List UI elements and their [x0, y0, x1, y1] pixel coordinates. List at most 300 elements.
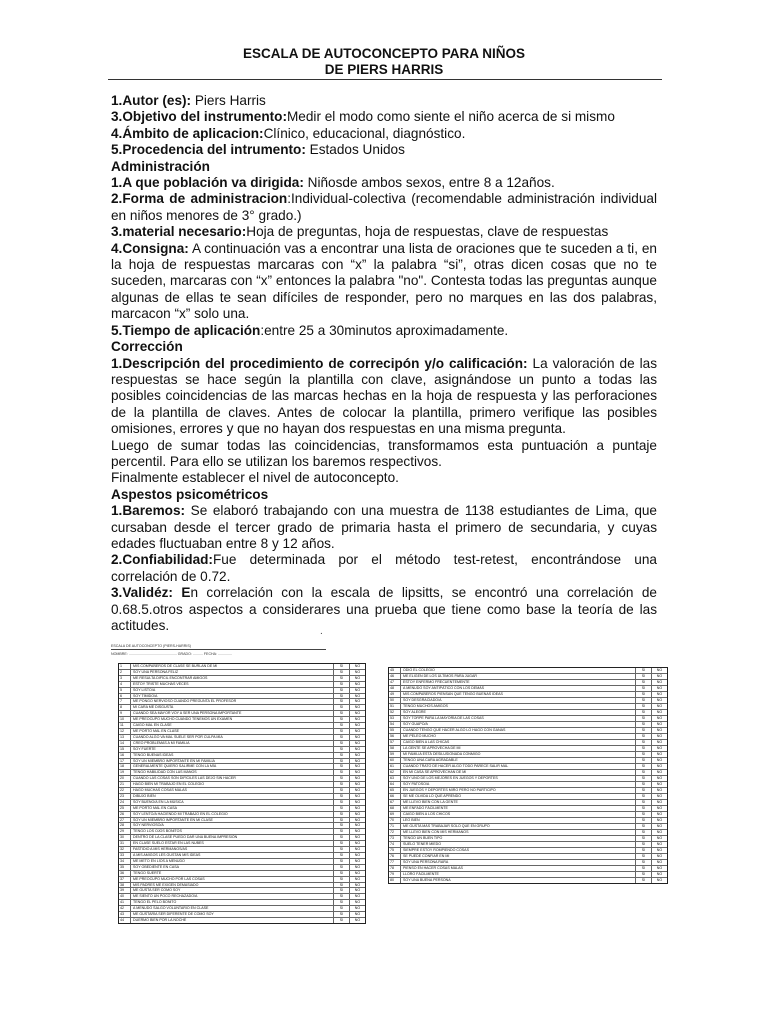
autor-paragraph — [111, 93, 657, 109]
item-number: 38 — [119, 883, 131, 888]
item-number: 29 — [119, 829, 131, 834]
no-option[interactable]: NO — [354, 705, 361, 710]
item-text: MI FAMILIA ESTÁ DESILUSIONADA CONMIGO — [401, 752, 636, 757]
item-text: SOY UNA BUENA PERSONA — [401, 878, 636, 883]
no-option[interactable]: NO — [656, 746, 663, 750]
item-number: 78 — [389, 866, 401, 871]
no-option[interactable]: NO — [354, 799, 361, 804]
si-option[interactable]: SI — [334, 806, 350, 811]
no-option[interactable]: NO — [354, 900, 361, 905]
no-option[interactable]: NO — [354, 882, 361, 887]
item-text: SOY UN MIEMBRO IMPORTANTE EN MI CLASE — [131, 818, 334, 823]
si-option[interactable]: SI — [636, 836, 652, 841]
no-option[interactable]: NO — [354, 764, 361, 769]
item-number: 46 — [389, 674, 401, 679]
no-option[interactable]: NO — [656, 704, 663, 708]
forma-paragraph — [111, 191, 657, 224]
si-option[interactable]: SI — [636, 866, 652, 871]
si-option[interactable]: SI — [636, 698, 652, 703]
si-option[interactable]: SI — [636, 734, 652, 739]
no-option[interactable]: NO — [656, 674, 663, 678]
item-number: 80 — [389, 878, 401, 883]
no-option[interactable]: NO — [354, 782, 361, 787]
item-number: 67 — [389, 800, 401, 805]
si-option[interactable]: SI — [636, 674, 652, 679]
objetivo-label: 3.Objetivo del instrumento: — [111, 109, 287, 125]
item-text: SIEMPRE ESTOY ROMPIENDO COSAS — [401, 848, 636, 853]
si-option[interactable]: SI — [636, 776, 652, 781]
no-option[interactable]: NO — [656, 716, 663, 720]
no-option[interactable]: NO — [354, 664, 361, 668]
no-option[interactable]: NO — [656, 836, 663, 840]
item-number: 56 — [389, 734, 401, 739]
si-option[interactable]: SI — [334, 818, 350, 823]
validez-value: n correlación con la escala de lipsitts, se encontró una correlación de 0.68.5.otros aspectos a considerares una prueba que tiene como base la teoría de las actitudes. — [111, 585, 657, 633]
autor-value: Piers Harris — [191, 93, 266, 108]
item-text: DENTRO DE LA CLASE PUEDO DAR UNA BUENA IMPRESIÓN — [131, 835, 334, 840]
si-option[interactable]: SI — [334, 735, 350, 740]
no-option[interactable]: NO — [656, 866, 663, 870]
no-option[interactable]: NO — [656, 698, 663, 702]
si-option[interactable]: SI — [334, 717, 350, 722]
no-option[interactable]: NO — [354, 917, 361, 922]
si-option[interactable]: SI — [636, 716, 652, 721]
item-number: 17 — [119, 759, 131, 764]
no-option[interactable]: NO — [656, 788, 663, 792]
item-number: 26 — [119, 812, 131, 817]
item-number: 42 — [119, 906, 131, 911]
title-divider — [108, 79, 662, 80]
si-option[interactable]: SI — [334, 829, 350, 834]
item-text: EN CLASE SUELO ESTAR EN LAS NUBES — [131, 841, 334, 846]
item-number: 33 — [119, 853, 131, 858]
item-text: CUANDO TRATO DE HACER ALGO TODO PARECE SALIR MAL — [401, 764, 636, 769]
item-text: SOY PATOSO/A — [401, 782, 636, 787]
item-number: 1 — [119, 664, 131, 669]
ambito-value: Clínico, educacional, diagnóstico. — [263, 125, 466, 141]
no-option[interactable]: NO — [656, 686, 663, 690]
item-number: 12 — [119, 729, 131, 734]
no-option[interactable]: NO — [656, 806, 663, 810]
no-option[interactable]: NO — [656, 770, 663, 774]
no-option[interactable]: NO — [354, 693, 361, 698]
si-option[interactable]: SI — [636, 872, 652, 877]
item-number: 3 — [119, 676, 131, 681]
no-option[interactable]: NO — [354, 823, 361, 828]
si-option[interactable]: SI — [334, 794, 350, 799]
no-option[interactable]: NO — [354, 906, 361, 911]
item-text: GENERALMENTE QUIERO SALIRME CON LA MÍA — [131, 764, 334, 769]
no-option[interactable]: NO — [656, 812, 663, 816]
validez-paragraph — [111, 585, 657, 634]
no-option[interactable]: NO — [354, 740, 361, 745]
no-option[interactable]: NO — [354, 870, 361, 875]
item-number: 11 — [119, 723, 131, 728]
si-option[interactable]: SI — [636, 848, 652, 853]
si-option[interactable]: SI — [334, 871, 350, 876]
si-option[interactable]: SI — [334, 906, 350, 911]
item-text: TENGO LOS OJOS BONITOS — [131, 829, 334, 834]
item-text: LLORO FÁCILMENTE — [401, 872, 636, 877]
si-option[interactable]: SI — [636, 740, 652, 745]
si-option[interactable]: SI — [334, 883, 350, 888]
no-option[interactable]: NO — [354, 858, 361, 863]
item-number: 71 — [389, 824, 401, 829]
no-option[interactable]: NO — [656, 776, 663, 780]
si-option[interactable]: SI — [334, 912, 350, 917]
si-option[interactable]: SI — [334, 688, 350, 693]
si-option[interactable]: SI — [334, 741, 350, 746]
correccion-heading: Corrección — [111, 339, 183, 355]
no-option[interactable]: NO — [354, 717, 361, 722]
item-number: 60 — [389, 758, 401, 763]
no-option[interactable]: NO — [354, 894, 361, 899]
item-text: ME SIENTO UN POCO RECHAZADO/A — [131, 894, 334, 899]
item-number: 59 — [389, 752, 401, 757]
item-text: EN MI CASA SE APROVECHAN DE MI — [401, 770, 636, 775]
no-option[interactable]: NO — [656, 878, 663, 882]
no-option[interactable]: NO — [354, 699, 361, 704]
answer-sheet-name-line: NOMBRE: ................................................ GRADO: .......... FECHA: .............. — [111, 652, 233, 656]
si-option[interactable]: SI — [636, 812, 652, 817]
item-text: CUANDO SEA MAYOR VOY A SER UNA PERSONA IMPORTANTE — [131, 711, 334, 716]
no-option[interactable]: NO — [656, 860, 663, 864]
item-number: 50 — [389, 698, 401, 703]
item-number: 15 — [119, 747, 131, 752]
objetivo-value: Medir el modo como siente el niño acerca de si mismo — [286, 109, 615, 125]
si-option[interactable]: SI — [636, 746, 652, 751]
si-option[interactable]: SI — [334, 759, 350, 764]
autor-label: 1.Autor (es): — [111, 93, 192, 108]
item-number: 45 — [389, 668, 401, 673]
no-option[interactable]: NO — [354, 746, 361, 751]
no-option[interactable]: NO — [656, 872, 663, 876]
item-number: 36 — [119, 871, 131, 876]
si-option[interactable]: SI — [636, 782, 652, 787]
si-option[interactable]: SI — [636, 764, 652, 769]
si-option[interactable]: SI — [334, 888, 350, 893]
finalmente-paragraph: Finalmente establecer el nivel de autoconcepto. — [111, 470, 399, 486]
item-number: 72 — [389, 830, 401, 835]
item-number: 52 — [389, 710, 401, 715]
item-number: 40 — [119, 894, 131, 899]
item-number: 47 — [389, 680, 401, 685]
si-option[interactable]: SI — [636, 704, 652, 709]
ambito-paragraph — [111, 126, 657, 142]
si-option[interactable]: SI — [334, 705, 350, 710]
item-text: CAIGO MAL EN CLASE — [131, 723, 334, 728]
si-option[interactable]: SI — [334, 682, 350, 687]
item-text: EN JUEGOS Y DEPORTES MIRO PERO NO PARTICIPO — [401, 788, 636, 793]
no-option[interactable]: NO — [354, 793, 361, 798]
item-text: TENGO UN BUEN TIPO — [401, 836, 636, 841]
item-number: 35 — [119, 865, 131, 870]
si-option[interactable]: SI — [334, 865, 350, 870]
procedencia-label: 5.Procedencia del intrumento: — [111, 142, 306, 158]
si-option[interactable]: SI — [636, 668, 652, 673]
baremos-label: 1.Baremos: — [111, 503, 186, 519]
item-text: TENGO EL PELO BONITO — [131, 900, 334, 905]
validez-label: 3.Validéz: E — [111, 585, 191, 601]
tiempo-label: 5.Tiempo de aplicación — [111, 322, 261, 338]
si-option[interactable]: SI — [334, 676, 350, 681]
confiabilidad-paragraph — [111, 552, 657, 585]
item-number: 68 — [389, 806, 401, 811]
si-option[interactable]: SI — [334, 782, 350, 787]
item-text: SUELO TENER MIEDO — [401, 842, 636, 847]
item-text: SOY ALEGRE — [401, 710, 636, 715]
item-text: CUANDO ALGO VA MAL SUELE SER POR CULPA MÍA — [131, 735, 334, 740]
item-number: 49 — [389, 692, 401, 697]
si-option[interactable]: SI — [334, 711, 350, 716]
si-option[interactable]: SI — [334, 788, 350, 793]
stray-dot: . — [320, 626, 323, 637]
procedencia-paragraph — [111, 142, 657, 158]
si-option[interactable]: SI — [334, 900, 350, 905]
no-option[interactable]: NO — [656, 818, 663, 822]
item-text: ME ENFADO FÁCILMENTE — [401, 806, 636, 811]
item-text: MI CARA ME DISGUSTA — [131, 705, 334, 710]
item-number: 2 — [119, 670, 131, 675]
si-option[interactable]: SI — [334, 776, 350, 781]
item-text: SOY TORPE PARA LA MAYORÍA DE LAS COSAS — [401, 716, 636, 721]
no-option[interactable]: NO — [354, 788, 361, 793]
si-option[interactable]: SI — [636, 788, 652, 793]
baremos-value: Se elaboró trabajando con una muestra de 1138 estudiantes de Lima, que cursaban desde el tercer grado de primaria hasta el primero de secundaria, y cuyas edades fluctuaban entre 8 y 12 años. — [111, 503, 657, 551]
no-option[interactable]: NO — [656, 848, 663, 852]
si-option[interactable]: SI — [636, 710, 652, 715]
answer-table-right — [388, 667, 668, 884]
si-option[interactable]: SI — [334, 729, 350, 734]
item-number: 63 — [389, 776, 401, 781]
item-number: 43 — [119, 912, 131, 917]
item-number: 76 — [389, 854, 401, 859]
si-option[interactable]: SI — [636, 686, 652, 691]
item-number: 74 — [389, 842, 401, 847]
si-option[interactable]: SI — [334, 699, 350, 704]
si-option[interactable]: SI — [636, 680, 652, 685]
item-number: 19 — [119, 770, 131, 775]
item-number: 24 — [119, 800, 131, 805]
si-option[interactable]: SI — [334, 694, 350, 699]
material-label: 3.material necesario: — [111, 224, 247, 240]
item-text: ME GUSTA SER COMO SOY — [131, 888, 334, 893]
si-option[interactable]: SI — [636, 800, 652, 805]
no-option[interactable]: NO — [354, 723, 361, 728]
item-number: 34 — [119, 859, 131, 864]
answer-sheet-header — [111, 644, 371, 657]
si-option[interactable]: SI — [636, 818, 652, 823]
no-option[interactable]: NO — [354, 847, 361, 852]
no-option[interactable]: NO — [354, 864, 361, 869]
item-text: SOY DESGRACIADO/A — [401, 698, 636, 703]
no-option[interactable]: NO — [354, 675, 361, 680]
si-option[interactable]: SI — [334, 853, 350, 858]
no-option[interactable]: NO — [656, 842, 663, 846]
no-option[interactable]: NO — [354, 876, 361, 881]
item-number: 6 — [119, 694, 131, 699]
item-number: 30 — [119, 835, 131, 840]
no-option[interactable]: NO — [354, 853, 361, 857]
no-option[interactable]: NO — [354, 752, 361, 757]
no-option[interactable]: NO — [656, 782, 663, 786]
item-text: SE ME OLVIDA LO QUE APRENDO — [401, 794, 636, 799]
si-option[interactable]: SI — [636, 830, 652, 835]
si-option[interactable]: SI — [636, 860, 652, 865]
item-number: 44 — [119, 918, 131, 923]
si-option[interactable]: SI — [636, 878, 652, 883]
si-option[interactable]: SI — [636, 758, 652, 763]
item-text: SOY UN MIEMBRO IMPORTANTE EN MI FAMILIA — [131, 759, 334, 764]
item-number: 54 — [389, 722, 401, 727]
item-number: 62 — [389, 770, 401, 775]
objetivo-paragraph — [111, 109, 657, 125]
si-option[interactable]: SI — [334, 670, 350, 675]
no-option[interactable]: NO — [656, 734, 663, 738]
si-option[interactable]: SI — [636, 692, 652, 697]
no-option[interactable]: NO — [656, 752, 663, 756]
item-text: ME RESULTA DIFÍCIL ENCONTRAR AMIGOS — [131, 676, 334, 681]
si-option[interactable]: SI — [334, 753, 350, 758]
item-text: A MENUDO SOY ANTIPÁTICO CON LOS DEMÁS — [401, 686, 636, 691]
item-text: CAIGO BIEN A LAS CHICAS — [401, 740, 636, 745]
no-option[interactable]: NO — [656, 830, 663, 834]
item-number: 32 — [119, 847, 131, 852]
poblacion-paragraph — [111, 175, 657, 191]
item-text: ME PONGO NERVIOSO CUANDO PREGUNTA EL PROFESOR — [131, 699, 334, 704]
consigna-paragraph — [111, 241, 657, 323]
no-option[interactable]: NO — [354, 669, 361, 674]
item-number: 53 — [389, 716, 401, 721]
si-option[interactable]: SI — [334, 812, 350, 817]
si-option[interactable]: SI — [636, 770, 652, 775]
si-option[interactable]: SI — [334, 835, 350, 840]
document-body — [111, 93, 657, 634]
item-text: ME PREOCUPO MUCHO POR LAS COSAS — [131, 877, 334, 882]
no-option[interactable]: NO — [656, 800, 663, 804]
item-number: 9 — [119, 711, 131, 716]
si-option[interactable]: SI — [334, 723, 350, 728]
si-option[interactable]: SI — [334, 823, 350, 828]
item-number: 18 — [119, 764, 131, 769]
descripcion-paragraph — [111, 356, 657, 438]
no-option[interactable]: NO — [656, 710, 663, 714]
item-text: ME GUSTARÍA SER DIFERENTE DE COMO SOY — [131, 912, 334, 917]
si-option[interactable]: SI — [636, 794, 652, 799]
no-option[interactable]: NO — [354, 829, 361, 834]
item-text: TENGO HABILIDAD CON LAS MANOS — [131, 770, 334, 775]
no-option[interactable]: NO — [656, 764, 663, 768]
si-option[interactable]: SI — [334, 747, 350, 752]
no-option[interactable]: NO — [354, 912, 361, 917]
item-text: SOY UNA PERSONA FELIZ — [131, 670, 334, 675]
tiempo-paragraph — [111, 323, 657, 339]
si-option[interactable]: SI — [334, 664, 350, 669]
item-number: 25 — [119, 806, 131, 811]
item-number: 7 — [119, 699, 131, 704]
no-option[interactable]: NO — [354, 888, 361, 893]
item-text: A MIS AMIGOS LES GUSTAN MIS IDEAS — [131, 853, 334, 858]
si-option[interactable]: SI — [334, 841, 350, 846]
si-option[interactable]: SI — [334, 894, 350, 899]
si-option[interactable]: SI — [334, 770, 350, 775]
no-option[interactable]: NO — [354, 711, 361, 716]
si-option[interactable]: SI — [334, 877, 350, 882]
no-option[interactable]: NO — [656, 722, 663, 726]
no-option[interactable]: NO — [354, 776, 361, 781]
confiabilidad-label: 2.Confiabilidad: — [111, 552, 213, 568]
no-option[interactable]: NO — [656, 668, 663, 672]
si-option[interactable]: SI — [636, 722, 652, 727]
no-option[interactable]: NO — [354, 817, 361, 822]
no-option[interactable]: NO — [354, 681, 361, 686]
psicometricos-heading: Aspestos psicométricos — [111, 486, 269, 502]
no-option[interactable]: NO — [354, 841, 361, 846]
si-option[interactable]: SI — [334, 847, 350, 852]
forma-value: :Individual-colectiva (recomendable administración individual en niños menores de 3° grado.) — [111, 191, 657, 223]
item-number: 5 — [119, 688, 131, 693]
no-option[interactable]: NO — [354, 835, 361, 840]
item-text: SOY UNO DE LOS MEJORES EN JUEGOS Y DEPORTES — [401, 776, 636, 781]
item-number: 64 — [389, 782, 401, 787]
si-option[interactable]: SI — [636, 854, 652, 859]
item-number: 55 — [389, 728, 401, 733]
no-option[interactable]: NO — [656, 692, 663, 696]
no-option[interactable]: NO — [656, 740, 663, 744]
no-option[interactable]: NO — [354, 734, 361, 739]
item-text: ME GUSTA MÁS TRABAJAR SOLO QUE EN GRUPO — [401, 824, 636, 829]
item-text: PIENSO EN HACER COSAS MALAS — [401, 866, 636, 871]
no-option[interactable]: NO — [354, 728, 361, 733]
no-option[interactable]: NO — [656, 680, 663, 684]
no-option[interactable]: NO — [656, 758, 663, 762]
no-option[interactable]: NO — [354, 687, 361, 692]
item-text: ME LLEVO BIEN CON MIS HERMANOS — [401, 830, 636, 835]
administracion-heading: Administración — [111, 158, 210, 174]
no-option[interactable]: NO — [354, 758, 361, 763]
item-number: 41 — [119, 900, 131, 905]
item-text: SE PUEDE CONFIAR EN MI — [401, 854, 636, 859]
item-text: MIS PADRES ME EXIGEN DEMASIADO — [131, 883, 334, 888]
item-number: 22 — [119, 788, 131, 793]
no-option[interactable]: NO — [656, 794, 663, 798]
no-option[interactable]: NO — [656, 854, 663, 858]
si-option[interactable]: SI — [334, 800, 350, 805]
item-text: SOY GUAPO/A — [401, 722, 636, 727]
no-option[interactable]: NO — [656, 824, 663, 828]
si-option[interactable]: SI — [334, 764, 350, 769]
confiabilidad-value: Fue determinada por el método test-retest, encontrándose una correlación de 0.72. — [111, 552, 657, 584]
answer-sheet-title: ESCALA DE AUTOCONCEPTO (PIERS-HARRIS) — [111, 644, 326, 650]
si-option[interactable]: SI — [334, 859, 350, 864]
si-option[interactable]: SI — [636, 824, 652, 829]
si-option[interactable]: SI — [334, 918, 350, 923]
document-title — [108, 46, 660, 78]
si-option[interactable]: SI — [636, 842, 652, 847]
no-option[interactable]: NO — [656, 728, 663, 732]
item-text: ME LLEVO BIEN CON LA GENTE — [401, 800, 636, 805]
material-value: Hoja de preguntas, hoja de respuestas, clave de respuestas — [246, 224, 609, 240]
item-number: 23 — [119, 794, 131, 799]
item-number: 28 — [119, 823, 131, 828]
no-option[interactable]: NO — [354, 811, 361, 816]
item-number: 66 — [389, 794, 401, 799]
si-option[interactable]: SI — [636, 806, 652, 811]
si-option[interactable]: SI — [636, 728, 652, 733]
no-option[interactable]: NO — [354, 805, 361, 810]
si-option[interactable]: SI — [636, 752, 652, 757]
no-option[interactable]: NO — [354, 770, 361, 775]
